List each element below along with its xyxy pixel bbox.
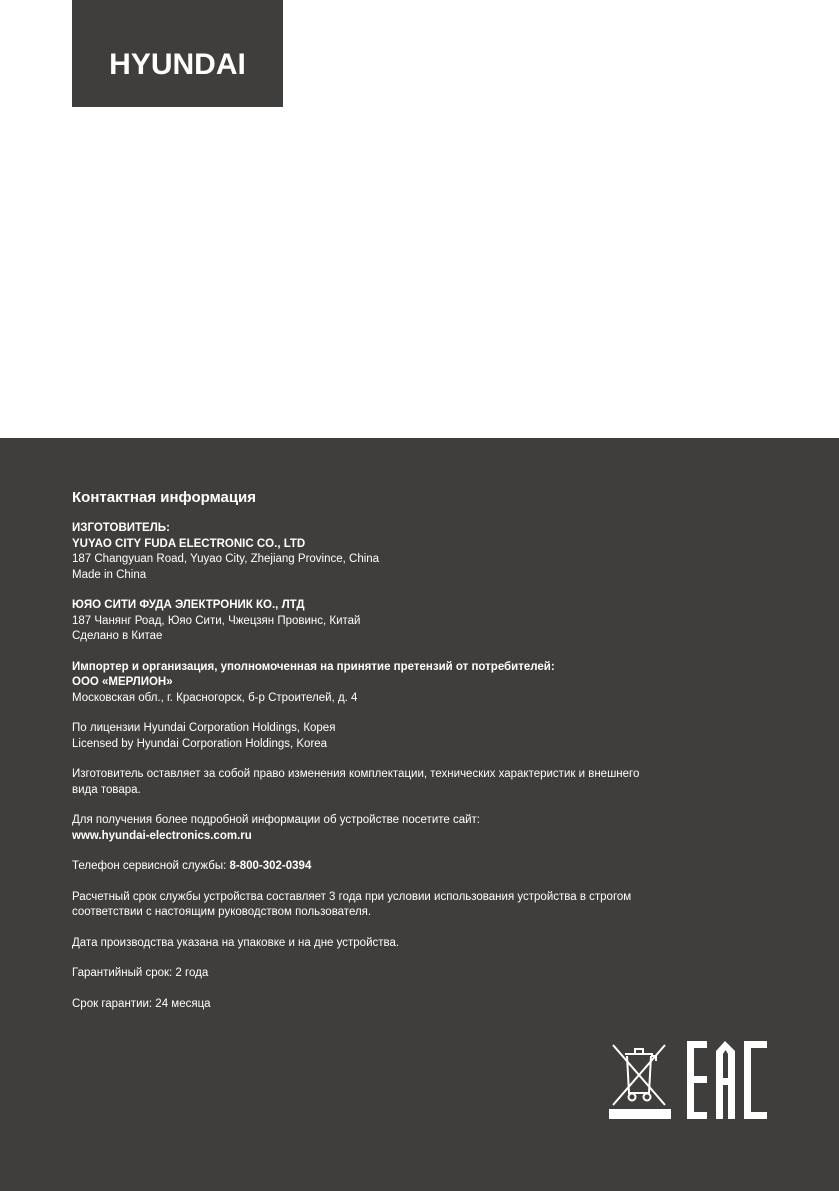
rights-block xyxy=(72,767,772,798)
eac-mark-icon xyxy=(687,1041,767,1119)
importer-address: Московская обл., г. Красногорск, б-р Строителей, д. 4 xyxy=(72,691,358,704)
brand-logo-text: HYUNDAI xyxy=(109,48,246,81)
manufacturer-address-en: 187 Changyuan Road, Yuyao City, Zhejiang Province, China xyxy=(72,553,380,565)
warranty-term-block xyxy=(72,997,772,1013)
more-info-text: Для получения более подробной информации об устройстве посетите сайт: xyxy=(72,814,481,826)
phone-number[interactable]: 8-800-302-0394 xyxy=(229,860,312,872)
rights-line-1: Изготовитель оставляет за собой право изменения комплектации, технических характеристик и внешнего xyxy=(72,768,640,780)
made-in-en: Made in China xyxy=(72,568,147,581)
license-block xyxy=(72,721,772,752)
warranty-period-block xyxy=(72,966,772,982)
phone-label: Телефон сервисной службы: xyxy=(72,860,230,872)
importer-block xyxy=(72,660,772,707)
warranty-period-text: Гарантийный срок: 2 года xyxy=(72,967,209,979)
production-date-text: Дата производства указана на упаковке и на дне устройства. xyxy=(72,936,400,949)
license-en: Licensed by Hyundai Corporation Holdings, Korea xyxy=(72,737,328,750)
phone-block xyxy=(72,859,772,875)
production-date-block xyxy=(72,936,772,952)
rights-line-2: вида товара. xyxy=(72,783,141,796)
lifetime-line-1: Расчетный срок службы устройства составляет 3 года при условии использования устройства в строгом xyxy=(72,890,632,903)
manufacturer-name-en: YUYAO CITY FUDA ELECTRONIC CO., LTD xyxy=(72,537,306,550)
website-link[interactable]: www.hyundai-electronics.com.ru xyxy=(72,829,252,842)
brand-logo-block xyxy=(72,0,283,107)
importer-label: Импортер и организация, уполномоченная на принятие претензий от потребителей: xyxy=(72,660,555,673)
made-in-ru: Сделано в Китае xyxy=(72,630,163,642)
manufacturer-ru-block xyxy=(72,598,772,645)
website-block xyxy=(72,813,772,844)
importer-name: ООО «МЕРЛИОН» xyxy=(72,676,173,688)
contact-heading: Контактная информация xyxy=(72,489,257,506)
contact-panel xyxy=(0,438,839,1191)
license-ru: По лицензии Hyundai Corporation Holdings, Корея xyxy=(72,722,336,734)
crossed-out-wheelie-bin-icon xyxy=(609,1041,671,1119)
manufacturer-name-ru: ЮЯО СИТИ ФУДА ЭЛЕКТРОНИК КО., ЛТД xyxy=(72,599,305,611)
manufacturer-address-ru: 187 Чанянг Роад, Юяо Сити, Чжецзян Провинс, Китай xyxy=(72,614,361,627)
phone-line xyxy=(72,859,772,875)
manufacturer-en-block xyxy=(72,521,772,583)
lifetime-line-2: соответствии с настоящим руководством пользователя. xyxy=(72,906,372,918)
lifetime-block xyxy=(72,890,772,921)
contact-content xyxy=(72,488,772,1027)
warranty-term-text: Срок гарантии: 24 месяца xyxy=(72,997,211,1010)
manufacturer-label: ИЗГОТОВИТЕЛЬ: xyxy=(72,522,170,534)
